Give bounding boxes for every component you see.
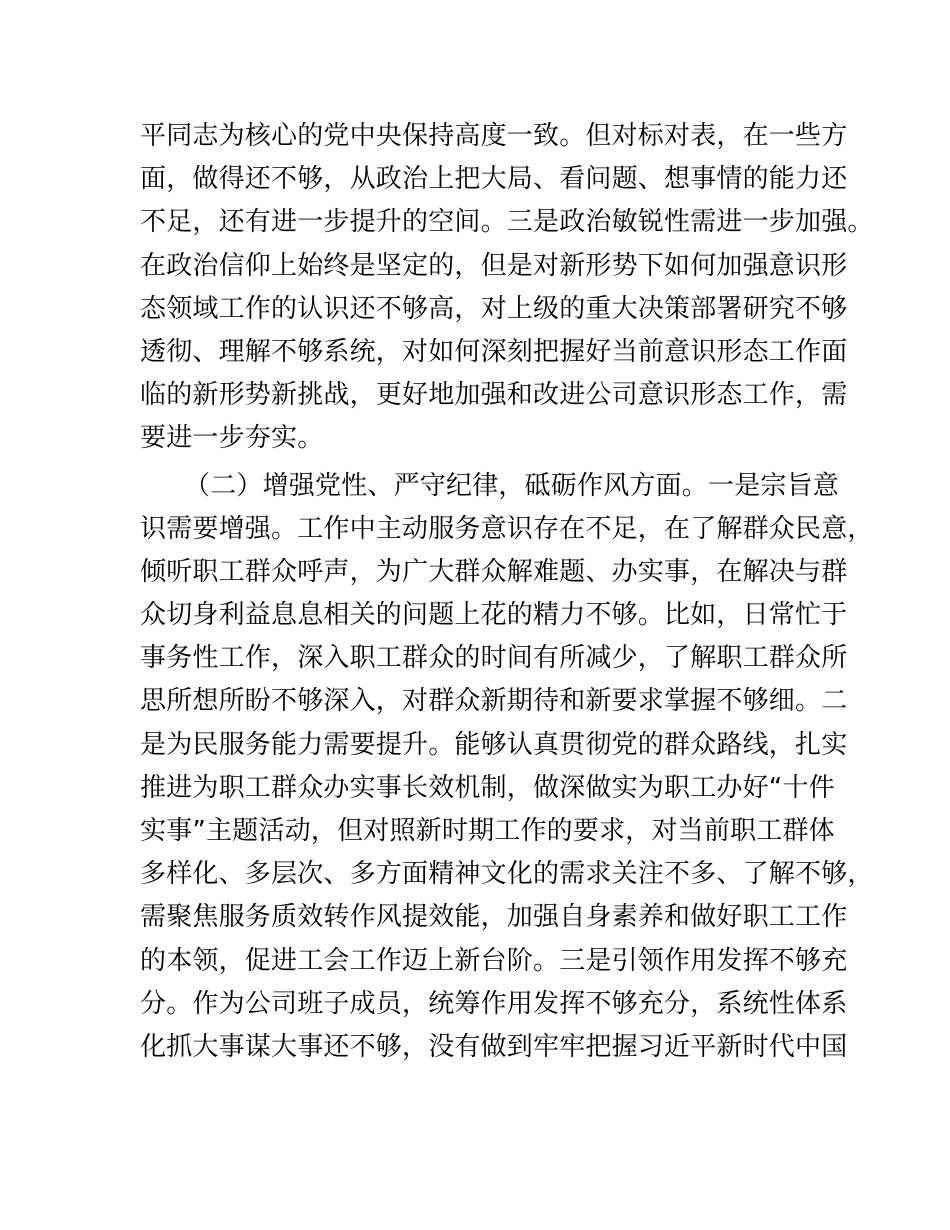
text-line: 思所想所盼不够深入，对群众新期待和新要求掌握不够细。二 <box>140 686 848 717</box>
text-line: 是为民服务能力需要提升。能够认真贯彻党的群众路线，扎实 <box>140 729 848 760</box>
text-line: 不足，还有进一步提升的空间。三是政治敏锐性需进一步加强。 <box>140 207 874 238</box>
text-line: 要进一步夯实。 <box>140 423 324 454</box>
text-line: 面，做得还不够，从政治上把大局、看问题、想事情的能力还 <box>140 164 848 195</box>
paragraph-2 <box>140 465 874 1070</box>
text-line: 平同志为核心的党中央保持高度一致。但对标对表，在一些方 <box>140 121 848 151</box>
text-line: 分。作为公司班子成员，统筹作用发挥不够充分，系统性体系 <box>140 988 848 1019</box>
text-line: 倾听职工群众呼声，为广大群众解难题、办实事，在解决与群 <box>140 556 848 587</box>
text-line: 需聚焦服务质效转作风提效能，加强自身素养和做好职工工作 <box>140 902 848 933</box>
text-line: 识需要增强。工作中主动服务意识存在不足，在了解群众民意， <box>140 513 874 544</box>
text-line: 多样化、多层次、多方面精神文化的需求关注不多、了解不够， <box>140 859 874 890</box>
text-line: 化抓大事谋大事还不够，没有做到牢牢把握习近平新时代中国 <box>140 1031 848 1062</box>
text-line: 众切身利益息息相关的问题上花的精力不够。比如，日常忙于 <box>140 600 848 631</box>
paragraph-1 <box>140 115 874 461</box>
text-line: 态领域工作的认识还不够高，对上级的重大决策部署研究不够 <box>140 293 848 324</box>
text-line: 推进为职工群众办实事长效机制，做深做实为职工办好“十件 <box>140 772 835 803</box>
text-line: 透彻、理解不够系统，对如何深刻把握好当前意识形态工作面 <box>140 336 848 367</box>
text-line: 在政治信仰上始终是坚定的，但是对新形势下如何加强意识形 <box>140 250 848 281</box>
text-line: 的本领，促进工会工作迈上新台阶。三是引领作用发挥不够充 <box>140 945 848 976</box>
text-line: 临的新形势新挑战，更好地加强和改进公司意识形态工作，需 <box>140 380 848 411</box>
text-line: 事务性工作，深入职工群众的时间有所减少，了解职工群众所 <box>140 643 848 674</box>
text-line: （二）增强党性、严守纪律，砥砺作风方面。一是宗旨意 <box>184 470 840 501</box>
document-body <box>140 115 874 1069</box>
text-line: 实事”主题活动，但对照新时期工作的要求，对当前职工群体 <box>140 816 835 846</box>
